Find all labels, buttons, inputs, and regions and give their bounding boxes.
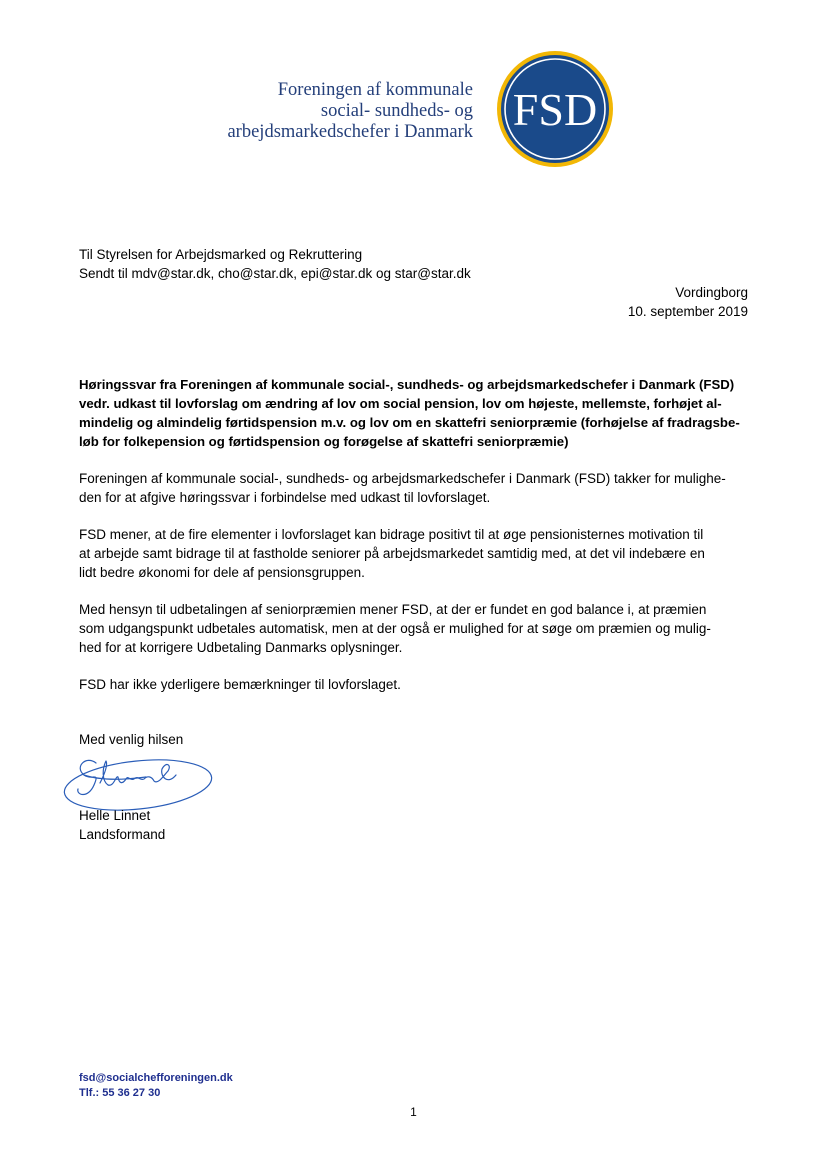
paragraph-line: den for at afgive høringssvar i forbindelse med udkast til lovforslaget. [79,490,491,505]
paragraph-line: Med hensyn til udbetalingen af seniorpræmien mener FSD, at der er fundet en god balance i, at præmien [79,602,707,617]
place-date-block [628,284,748,321]
subject-heading [79,375,749,451]
paragraph-4 [79,675,749,694]
signer-name: Helle Linnet [79,808,151,823]
paragraph-2 [79,525,749,582]
recipient-block [79,246,471,283]
fsd-logo [496,50,614,168]
paragraph-line: hed for at korrigere Udbetaling Danmarks oplysninger. [79,640,403,655]
org-name-line-3: arbejdsmarkedschefer i Danmark [227,122,473,142]
recipient-line-1: Til Styrelsen for Arbejdsmarked og Rekruttering [79,247,363,262]
subject-line: mindelig og almindelig førtidspension m.v. og lov om en skattefri seniorpræmie (forhøjelse af fradragsbe- [79,415,740,430]
paragraph-3 [79,600,749,657]
fsd-circle-logo-icon [496,50,614,168]
paragraph-line: FSD mener, at de fire elementer i lovforslaget kan bidrage positivt til at øge pensionisternes motivation til [79,527,704,542]
paragraph-line: FSD har ikke yderligere bemærkninger til lovforslaget. [79,677,401,692]
footer-phone: Tlf.: 55 36 27 30 [79,1087,161,1099]
org-name-line-2: social- sundheds- og [320,101,473,121]
recipient-line-2: Sendt til mdv@star.dk, cho@star.dk, epi@star.dk og star@star.dk [79,265,471,281]
letter-body [79,375,749,712]
subject-line: løb for folkepension og førtidspension og forøgelse af skattefri seniorpræmie) [79,434,569,449]
paragraph-line: som udgangspunkt udbetales automatisk, men at der også er mulighed for at søge om præmien og mulig- [79,621,711,636]
signer-title: Landsformand [79,827,166,842]
paragraph-line: lidt bedre økonomi for dele af pensionsgruppen. [79,565,365,580]
org-name [153,80,473,143]
closing: Med venlig hilsen [79,732,184,747]
paragraph-1 [79,469,749,507]
place: Vordingborg [675,285,748,300]
logo-text: FSD [512,84,598,135]
date: 10. september 2019 [627,303,748,319]
footer-email[interactable]: fsd@socialchefforeningen.dk [79,1072,233,1084]
page-number: 1 [410,1105,417,1119]
paragraph-line: at arbejde samt bidrage til at fastholde seniorer på arbejdsmarkedet samtidig med, at det vil indebære en [79,546,705,561]
subject-line: Høringssvar fra Foreningen af kommunale social-, sundheds- og arbejdsmarkedschefer i Danmark (FSD) [79,377,735,392]
subject-line: vedr. udkast til lovforslag om ændring af lov om social pension, lov om højeste, mellemste, forhøjet al- [79,396,722,411]
footer-contact [79,1071,233,1101]
signer-block [79,806,165,844]
paragraph-line: Foreningen af kommunale social-, sundheds- og arbejdsmarkedschefer i Danmark (FSD) takker for mulighe- [79,471,726,486]
org-name-line-1: Foreningen af kommunale [277,80,473,100]
